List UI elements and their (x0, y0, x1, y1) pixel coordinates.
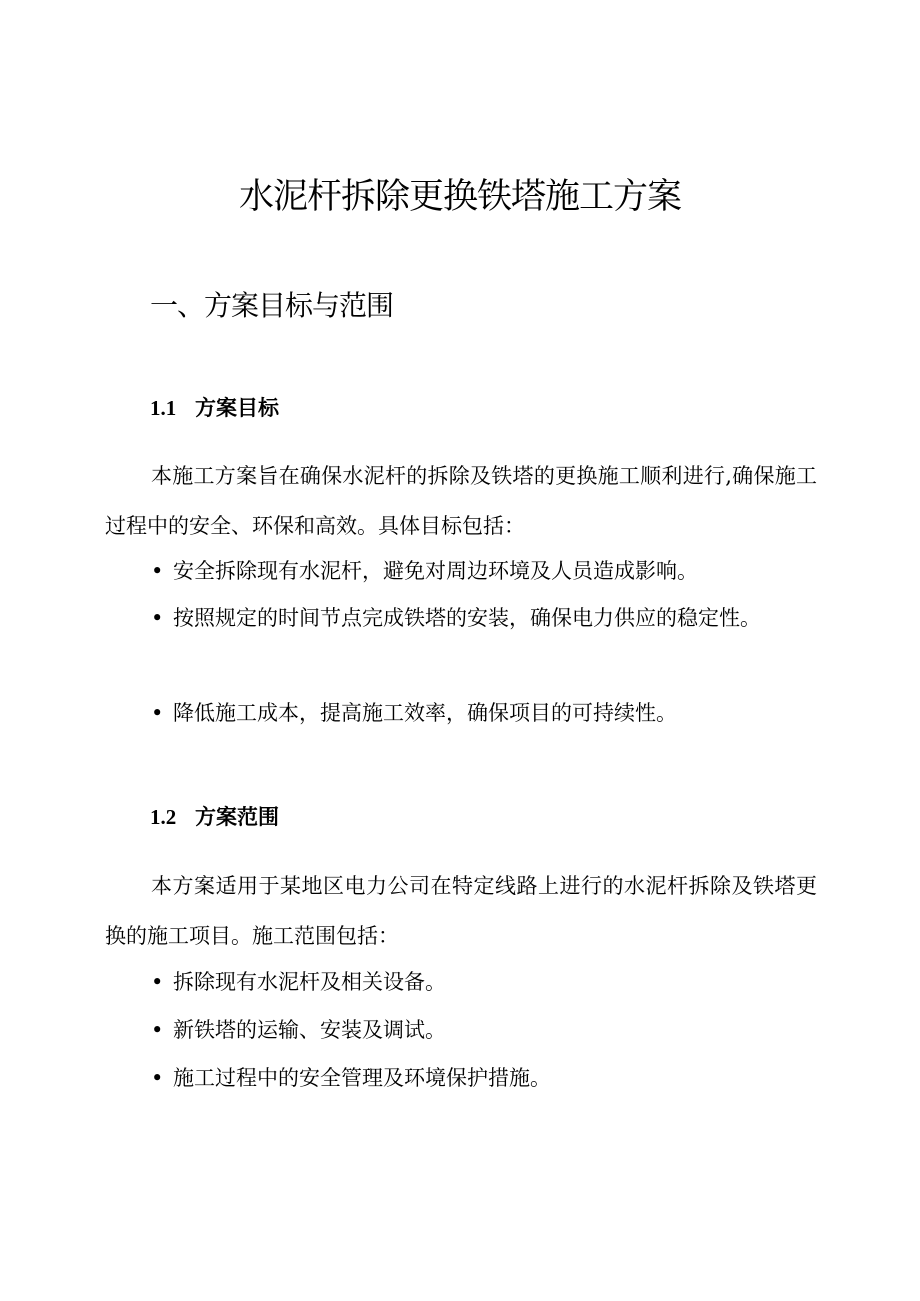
list-item-text: 拆除现有水泥杆及相关设备。 (173, 970, 446, 994)
subsection-heading-goals (150, 393, 279, 423)
subsection-title: 方案范围 (195, 805, 279, 829)
bullet-icon: • (151, 970, 164, 994)
list-item-text: 按照规定的时间节点完成铁塔的安装，确保电力供应的稳定性。 (173, 606, 761, 630)
document-title: 水泥杆拆除更换铁塔施工方案 (238, 177, 681, 217)
list-item-text: 安全拆除现有水泥杆，避免对周边环境及人员造成影响。 (173, 559, 698, 583)
bullet-icon: • (151, 559, 164, 583)
section-heading: 一、方案目标与范围 (150, 289, 394, 322)
list-item (105, 1053, 817, 1103)
list-item (105, 957, 817, 1007)
subsection-title: 方案目标 (195, 396, 279, 420)
bullet-icon: • (151, 701, 164, 725)
list-item (105, 593, 817, 643)
list-item (105, 1005, 817, 1055)
subsection-number: 1.1 (150, 396, 177, 420)
paragraph-goals: 本施工方案旨在确保水泥杆的拆除及铁塔的更换施工顺利进行,确保施工过程中的安全、环保和高效。具体目标包括： (105, 464, 817, 538)
list-item-text: 新铁塔的运输、安装及调试。 (173, 1018, 446, 1042)
bullet-icon: • (151, 1066, 164, 1090)
list-item (105, 688, 817, 738)
list-item-text: 降低施工成本，提高施工效率，确保项目的可持续性。 (173, 701, 677, 725)
bullet-icon: • (151, 1018, 164, 1042)
subsection-number: 1.2 (150, 805, 177, 829)
list-item (105, 546, 817, 596)
bullet-icon: • (151, 606, 164, 630)
list-item-text: 施工过程中的安全管理及环境保护措施。 (173, 1066, 551, 1090)
subsection-heading-scope (150, 802, 279, 832)
paragraph-scope: 本方案适用于某地区电力公司在特定线路上进行的水泥杆拆除及铁塔更换的施工项目。施工范围包括： (105, 874, 817, 948)
